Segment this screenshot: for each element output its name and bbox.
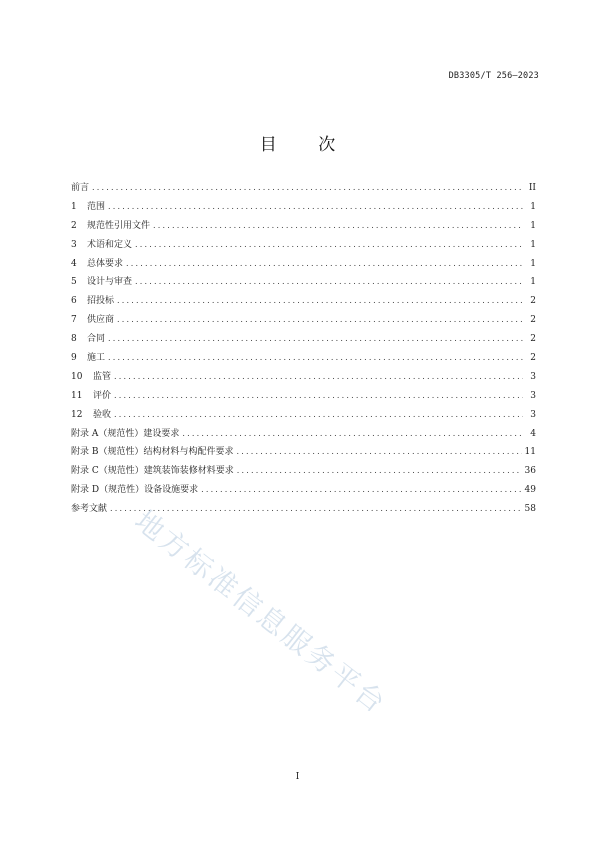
toc-entry-label: 施工 — [87, 353, 106, 364]
toc-leader-dots — [135, 236, 523, 255]
toc-entry[interactable] — [71, 311, 536, 330]
toc-entry-number: 5 — [71, 277, 77, 288]
toc-leader-dots — [114, 368, 523, 387]
table-of-contents — [71, 179, 536, 519]
toc-leader-dots — [117, 311, 523, 330]
toc-entry-page: 2 — [530, 334, 536, 345]
toc-entry-number: 2 — [71, 220, 77, 231]
toc-entry-label: 监管 — [93, 371, 112, 382]
toc-entry-page: 3 — [530, 390, 536, 401]
toc-entry-label: 评价 — [93, 390, 112, 401]
toc-entry-number: 7 — [71, 315, 77, 326]
toc-entry[interactable] — [71, 330, 536, 349]
toc-entry-page: 1 — [530, 220, 536, 231]
toc-entry-page: 2 — [530, 353, 536, 364]
toc-entry[interactable] — [71, 368, 536, 387]
toc-entry[interactable] — [71, 273, 536, 292]
toc-leader-dots — [114, 406, 523, 425]
toc-entry-label: 附录 A（规范性）建设要求 — [71, 428, 180, 439]
toc-leader-dots — [114, 387, 523, 406]
toc-leader-dots — [108, 330, 523, 349]
toc-leader-dots — [237, 462, 522, 481]
toc-entry-page: II — [528, 183, 536, 193]
toc-entry[interactable] — [71, 198, 536, 217]
toc-entry-label: 范围 — [87, 201, 106, 212]
toc-entry-page: 36 — [524, 466, 536, 477]
toc-entry[interactable] — [71, 481, 536, 500]
toc-entry-label: 术语和定义 — [87, 239, 133, 250]
toc-entry-label: 规范性引用文件 — [87, 220, 151, 231]
toc-leader-dots — [92, 179, 523, 198]
toc-entry-number: 3 — [71, 239, 77, 250]
toc-entry[interactable] — [71, 443, 536, 462]
toc-entry-label: 参考文献 — [71, 504, 108, 515]
toc-entry-number: 6 — [71, 296, 77, 307]
toc-entry-number: 1 — [71, 201, 77, 212]
page-title: 目 次 — [259, 135, 354, 155]
page-number: I — [295, 772, 300, 782]
toc-entry-number: 10 — [71, 371, 83, 382]
toc-entry[interactable] — [71, 387, 536, 406]
toc-entry-label: 附录 B（规范性）结构材料与构配件要求 — [71, 447, 234, 458]
toc-leader-dots — [182, 425, 523, 444]
toc-entry-page: 11 — [524, 447, 536, 458]
toc-entry[interactable] — [71, 179, 536, 198]
toc-leader-dots — [135, 273, 523, 292]
toc-leader-dots — [117, 292, 523, 311]
toc-entry-label: 总体要求 — [87, 258, 124, 269]
toc-entry-number: 4 — [71, 258, 77, 269]
toc-entry-page: 1 — [530, 239, 536, 250]
toc-entry-page: 3 — [530, 371, 536, 382]
toc-leader-dots — [236, 443, 521, 462]
toc-entry-label: 合同 — [87, 334, 106, 345]
toc-entry[interactable] — [71, 236, 536, 255]
toc-entry-page: 2 — [530, 296, 536, 307]
toc-entry[interactable] — [71, 217, 536, 236]
document-code: DB3305/T 256—2023 — [448, 71, 539, 81]
toc-entry-number: 12 — [71, 409, 83, 420]
toc-entry-page: 58 — [524, 504, 536, 515]
toc-entry[interactable] — [71, 462, 536, 481]
toc-entry-page: 2 — [530, 315, 536, 326]
toc-entry[interactable] — [71, 292, 536, 311]
toc-entry-page: 49 — [524, 485, 536, 496]
watermark: 地方标准信息服务平台 — [128, 503, 394, 721]
toc-entry-label: 招投标 — [87, 296, 115, 307]
toc-leader-dots — [108, 349, 523, 368]
toc-entry[interactable] — [71, 406, 536, 425]
toc-entry-label: 前言 — [71, 183, 90, 193]
toc-entry[interactable] — [71, 255, 536, 274]
toc-entry-number: 8 — [71, 334, 77, 345]
toc-entry-page: 1 — [530, 201, 536, 212]
toc-leader-dots — [108, 198, 523, 217]
toc-entry-label: 供应商 — [87, 315, 115, 326]
toc-entry-label: 设计与审查 — [87, 277, 133, 288]
toc-entry-number: 11 — [71, 390, 83, 401]
toc-entry-page: 4 — [530, 428, 536, 439]
toc-leader-dots — [126, 255, 523, 274]
toc-entry-label: 附录 C（规范性）建筑装饰装修材料要求 — [71, 466, 234, 477]
toc-entry-page: 3 — [530, 409, 536, 420]
toc-entry-page: 1 — [530, 277, 536, 288]
toc-entry-label: 验收 — [93, 409, 112, 420]
toc-leader-dots — [201, 481, 521, 500]
toc-entry-label: 附录 D（规范性）设备设施要求 — [71, 485, 199, 496]
toc-leader-dots — [153, 217, 523, 236]
toc-entry[interactable] — [71, 425, 536, 444]
toc-entry[interactable] — [71, 349, 536, 368]
toc-entry-number: 9 — [71, 353, 77, 364]
toc-entry-page: 1 — [530, 258, 536, 269]
